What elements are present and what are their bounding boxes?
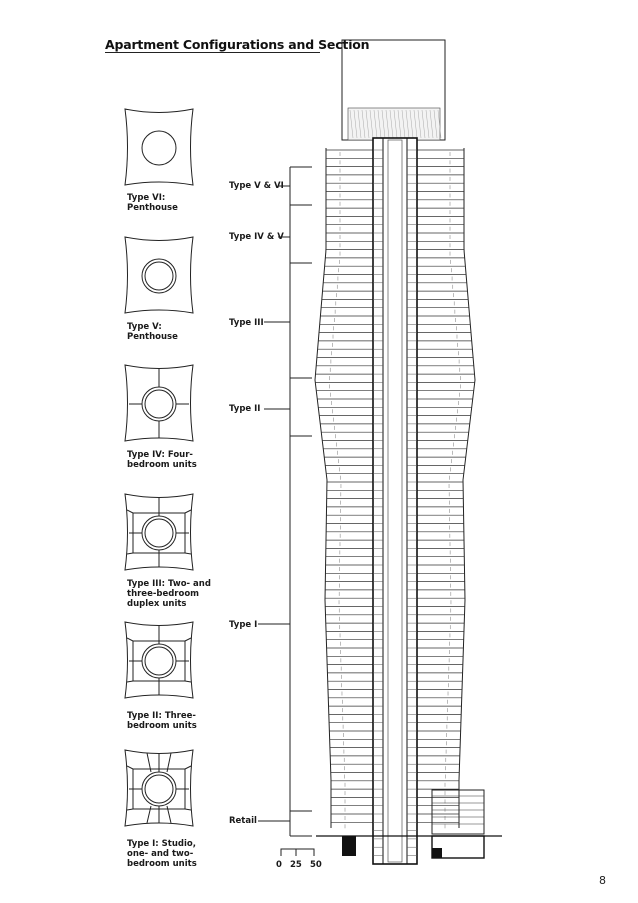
diagram-title: Apartment Configurations and Section bbox=[105, 37, 370, 52]
tag-type-iii: Type III bbox=[229, 318, 264, 328]
plan-caption-type-iii: Type III: Two- and three-bedroom duplex units bbox=[127, 579, 211, 609]
plan-caption-type-i: Type I: Studio, one- and two- bedroom units bbox=[127, 839, 197, 869]
floor-plan-i bbox=[125, 750, 193, 826]
tower-outline-left bbox=[315, 148, 331, 828]
plan-caption-type-iv: Type IV: Four- bedroom units bbox=[127, 450, 197, 470]
tower-section bbox=[315, 40, 475, 864]
floor-plan-iii bbox=[125, 494, 193, 570]
plan-caption-type-v: Type V: Penthouse bbox=[127, 322, 178, 342]
floor-plan-ii bbox=[125, 622, 193, 698]
scale-label-25: 25 bbox=[290, 860, 302, 870]
scale-bar bbox=[281, 849, 314, 856]
scale-label-0: 0 bbox=[276, 860, 282, 870]
tag-type-i: Type I bbox=[229, 620, 258, 630]
foundation-left bbox=[342, 836, 356, 856]
tag-type-v-vi: Type V & VI bbox=[229, 181, 284, 191]
tower-core bbox=[373, 138, 417, 864]
floor-plan-iv bbox=[125, 365, 193, 441]
tag-type-ii: Type II bbox=[229, 404, 261, 414]
tower-outline-right bbox=[459, 148, 475, 828]
plan-caption-type-ii: Type II: Three- bedroom units bbox=[127, 711, 197, 731]
floor-plan-v bbox=[125, 237, 193, 313]
tag-type-iv-v: Type IV & V bbox=[229, 232, 284, 242]
floor-plan-vi bbox=[125, 109, 193, 185]
tag-retail: Retail bbox=[229, 816, 257, 826]
plan-caption-type-vi: Type VI: Penthouse bbox=[127, 193, 178, 213]
scale-label-50: 50 bbox=[310, 860, 322, 870]
page-number: 8 bbox=[599, 874, 606, 887]
